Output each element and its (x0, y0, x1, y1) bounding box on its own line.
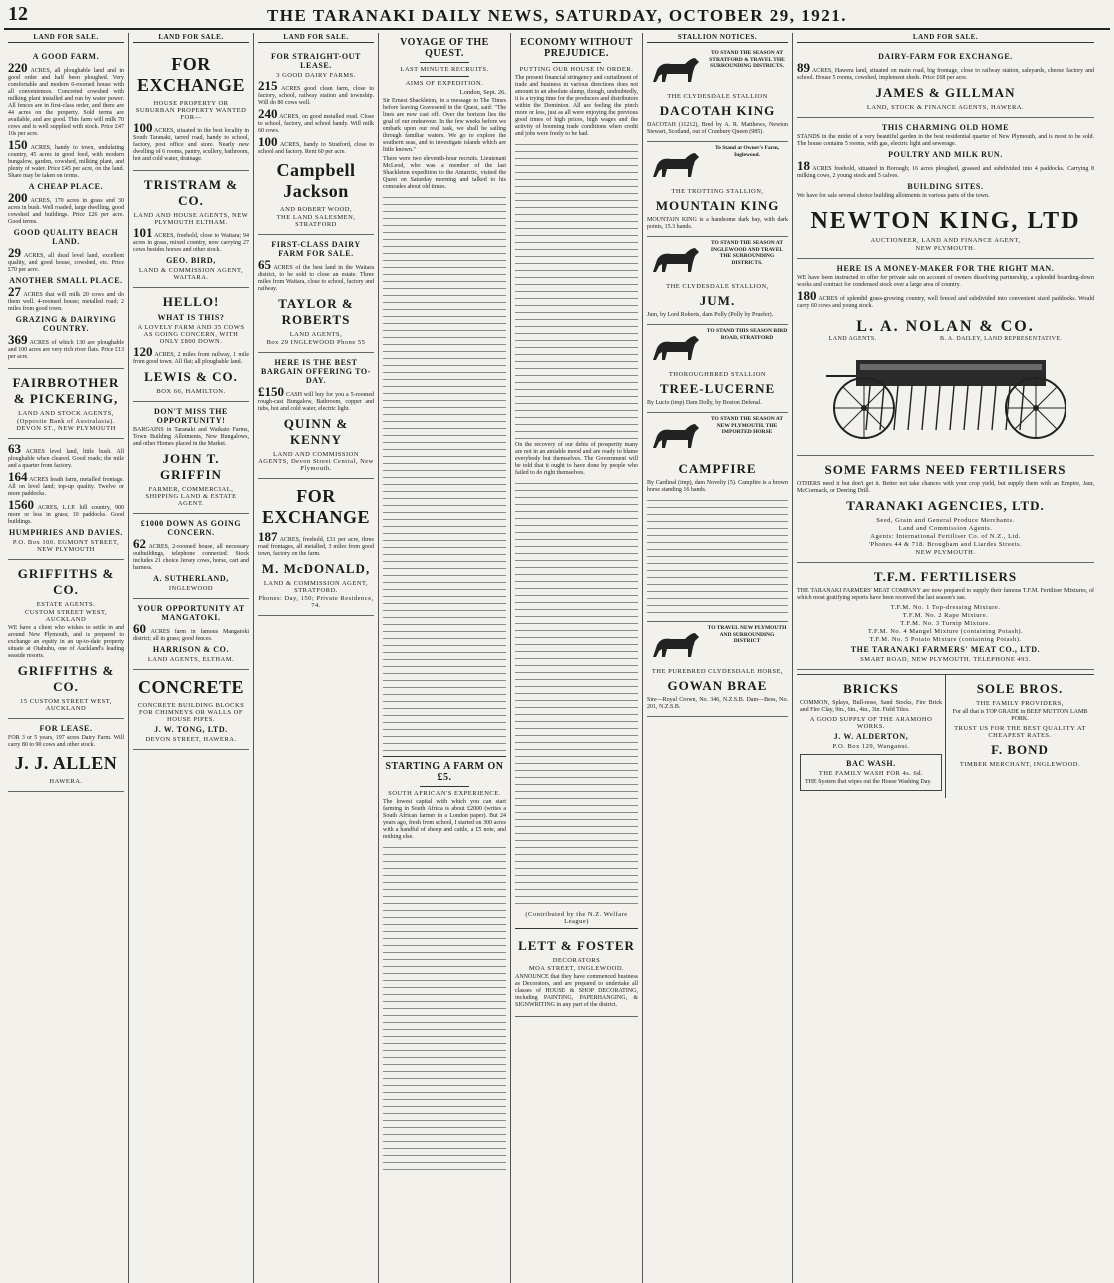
stallion-mountain-king (647, 142, 788, 237)
farm-ad-acres: 369 (8, 332, 28, 347)
lett-place: MOA STREET, INGLEWOOD. (528, 965, 625, 972)
article-body-2: There were two eleventh-hour recruits. Lieutenant McLeod, who was a member of the last Shackleton expedition to the Antarctic, visited the Quest on Saturday morning and talked to his comrades about old times. (383, 156, 506, 190)
farm-ad-body: 164 ACRES heath farm, metalled frontage. All on level land; top-up quality. Twelve or more paddocks. (8, 469, 124, 497)
griffiths-name: GRIFFITHS & CO. (17, 566, 115, 597)
down-body: 62 ACRES, 2-roomed house, all necessary outbuildings, telephone connected. Stock includes 21 choice Jersey cows, horse, cart and harness. (133, 536, 250, 571)
fert-title: SOME FARMS NEED FERTILISERS (824, 462, 1067, 477)
article-body-filler-2 (515, 479, 638, 909)
stallion-name: GOWAN BRAE (667, 678, 768, 693)
lease-ad-acres: 100 (258, 134, 278, 149)
nolan-name: L. A. NOLAN & CO. (856, 318, 1035, 335)
tfm-body: THE TARANAKI FARMERS' MEAT COMPANY are now prepared to supply their famous T.F.M. Fertiliser Mixtures, of which most gratifying reports have been received the last season's use. (797, 588, 1094, 601)
bargain-body: £150 CASH will buy for you a 5-roomed rough-cast Bungalow, Bathroom, copper and tubs, hot and cold water, electric light. (258, 384, 374, 412)
taylor-place: Box 29 INGLEWOOD Phone 55 (266, 339, 366, 346)
seed-drill-illustration (826, 346, 1066, 446)
campbell-place: THE LAND SALESMEN, STRATFORD (276, 214, 356, 228)
stallion-name: MOUNTAIN KING (655, 198, 780, 213)
stallion-location: TO STAND THE SEASON AT NEW PLYMOUTH. THE IMPORTED HORSE (710, 416, 784, 435)
farm-ad-title: GOOD QUALITY BEACH LAND. (13, 228, 119, 246)
bargain-title: HERE IS THE BEST BARGAIN OFFERING TO-DAY. (261, 358, 371, 385)
firstclass-ad (258, 235, 374, 353)
lease-title: FOR STRAIGHT-OUT LEASE. (271, 52, 361, 70)
bac-title: BAC WASH. (846, 759, 896, 768)
farm-ad-body: 1560 ACRES, L.I.P. hill country, 900 more or less in grass; 10 paddocks. Good buildings. (8, 497, 124, 525)
sole-body: For all that is TOP GRADE in BEEF MUTTON LAMB PORK. (952, 709, 1088, 722)
bac-sub: THE FAMILY WASH FOR 4s. 6d. (818, 770, 924, 777)
sites-title: BUILDING SITES. (907, 182, 984, 191)
agencies-sub3: Agents: International Fertiliser Co. of N.Z., Ltd. (870, 533, 1021, 540)
stallion-body: MOUNTAIN KING is a handsome dark bay, with dark points, 15.3 hands. (647, 217, 788, 230)
stallion-body: By Lucio (imp) Dam Dolly, by Boston Defenal. (647, 400, 762, 406)
bricks-address: P.O. Box 129, Wanganui. (832, 743, 910, 750)
column-5 (511, 33, 643, 1283)
farm-ad-list (8, 47, 124, 369)
article-body-filler (515, 140, 638, 440)
agents-sub: P.O. Box 100. EGMONT STREET, NEW PLYMOUTH (12, 539, 120, 553)
farm-ad-acres: 164 (8, 469, 28, 484)
stallion-type: THE CLYDESDALE STALLION, (666, 283, 769, 290)
hello-ad (133, 288, 249, 402)
griffiths-place: CUSTOM STREET WEST, AUCKLAND (24, 609, 108, 623)
allen-sub: HAWERA. (49, 778, 83, 785)
column-3 (254, 33, 379, 1283)
nolan-left: LAND AGENTS. (828, 336, 877, 342)
farm-ad-acres: 200 (8, 190, 28, 205)
bricks-body: COMMON, Splays, Bull-nose, Sand Stocks, Fire Brick and Fire Clay, 9in., 6in., 4in., 3in. Field Tiles. (800, 700, 942, 713)
article-body: Sir Ernest Shackleton, in a message to The Times before leaving Gravesend in the Quest, said: "The lines are now cast off. Over the horizon lies the goal of our endeavour. In the few weeks before we embark upon our real task, we shall be sailing through familiar waters. We go to explore the southern seas, and to investigate islands which are little known." (383, 98, 506, 153)
bird-sub: LAND & COMMISSION AGENT, WAITARA. (138, 267, 244, 281)
stallion-name: JUM. (699, 293, 736, 308)
stallion-name: CAMPFIRE (678, 461, 757, 476)
agencies-phone: 'Phones 44 & 718. Brougham and Liardes Streets. (868, 541, 1023, 548)
lease-ad-acres: 240 (258, 106, 278, 121)
article-credit: (Contributed by the N.Z. Welfare League) (525, 911, 628, 925)
concrete-ad (133, 670, 249, 750)
mangatoki-body: 60 ACRES farm in famous Mangatoki district; all in grass; good fences. (133, 621, 249, 642)
lease-ad-body: 240 ACRES, on good metalled road. Close to school, factory, and school handy. Will milk 60 cows. (258, 106, 374, 134)
firm-name: FAIRBROTHER & PICKERING, (12, 375, 120, 406)
mangatoki-title: YOUR OPPORTUNITY AT MANGATOKI. (137, 604, 245, 622)
mcdonald-phone: Phones: Day, 150; Private Residence, 74. (258, 595, 374, 609)
taylor-name: TAYLOR & ROBERTS (278, 296, 354, 327)
poultry-body: 18 ACRES freehold, situated in Borough; 16 acres ploughed, grassed and subdivided into 4 paddocks. Carrying 8 milking cows, 2 young stock and 5 calves. (797, 158, 1094, 179)
farm-ad-body: 220 ACRES, all ploughable land and in good order and half been ploughed. Very comfortable and modern 6-roomed house with all conveniences. Concreted cowshed with milking plant installed and run by water power. All fences are in first-class order, and there are 44 acres on the property. Sold terms are available, and are good. This farm will milk 70 cows and is well supplied with stock. Price £47 10s per acre. (8, 60, 124, 137)
farm-ad-body: 27 ACRES that will milk 20 cows and do them well. 4-roomed house; metalled road; 2 miles from good town. (8, 284, 124, 312)
money-maker-ad (797, 259, 1094, 456)
tong-sub: DEVON STREET, HAWERA. (145, 736, 237, 743)
lewis-sub: BOX 66, HAMILTON. (156, 388, 226, 395)
james-name: JAMES & GILLMAN (875, 85, 1016, 100)
whatis-body: A LOVELY FARM AND 35 COWS AS GOING CONCERN, WITH ONLY £800 DOWN. (137, 324, 245, 345)
farm-ad-body: 29 ACRES, all dead level land, excellent quality, and good house, cowshed, etc. Price £70 per acre. (8, 245, 124, 273)
fert-body: OTHERS need it but don't get it. Better not take chances with your crop yield, but supply them with an Empire, Jaur, McCormack, or Deering Drill. (797, 481, 1094, 494)
straight-lease-ad (258, 47, 374, 235)
mcdonald-name: M. McDONALD, (261, 561, 371, 576)
lett-body: ANNOUNCE that they have commenced business as Decorators, and are prepared to undertake all classes of HOUSE & SHOP DECORATING, including PAINTING, PAPERHANGING, & SIGNWRITING in any part of the district. (515, 974, 638, 1008)
tfm-item: T.F.M. No. 1 Top-dressing Mixture. (890, 604, 1001, 611)
horse-illustration (647, 418, 703, 456)
article-body-2: On the recovery of our debts of prosperity many are not in an amiable mood and are ready to blame everybody but themselves. The Government will be told that it ought to have done by people who failed to do right themselves. (515, 442, 638, 476)
money-body-2: 180 ACRES of splendid grass-growing country, well fenced and subdivided into convenient sized paddocks. Would carry 60 cows and young stock. (797, 288, 1094, 309)
dairy-exchange-ad (797, 47, 1094, 118)
exchange-title: FOR EXCHANGE (136, 54, 245, 95)
farm-ad-acres: 29 (8, 245, 21, 260)
farm-ad-body: 63 ACRES level land, little bush. All ploughable when cleared. Good roads; the mile and a quarter from factory. (8, 441, 124, 469)
horse-illustration (647, 330, 703, 368)
bottom-ads (797, 674, 1094, 798)
farm-ad-title: GRAZING & DAIRYING COUNTRY. (15, 315, 117, 333)
griffin-name: JOHN T. GRIFFIN (160, 451, 222, 482)
article-subtitle: LAST MINUTE RECRUITS. (400, 66, 489, 73)
stallion-name: DACOTAH KING (659, 103, 776, 118)
column-4 (379, 33, 511, 1283)
agents-name: HUMPHRIES AND DAVIES. (8, 528, 124, 537)
agencies-name: TARANAKI AGENCIES, LTD. (846, 498, 1045, 513)
article-title: ECONOMY WITHOUT PREJUDICE. (520, 37, 633, 59)
griffiths-body: WE have a client who wishes to settle in and around New Plymouth, and is prepared to exchange an equity in an up-to-date property situate at Otahuhu, one of Auckland's leading seaside resorts. (8, 625, 124, 659)
sutherland-sub: INGLEWOOD (168, 585, 214, 592)
lett-sub: DECORATORS (552, 957, 601, 964)
page-number: 12 (8, 3, 28, 25)
newton-sub: AUCTIONEER, LAND AND FINANCE AGENT, (870, 237, 1021, 244)
lease-sub: 3 GOOD DAIRY FARMS. (276, 72, 356, 79)
stallion-body: DACOTAH (11212), Bred by A. R. Matthews, Newton Stewart, Scotland, out of Cranbury Queen (985). (647, 122, 788, 135)
sutherland-name: A. SUTHERLAND, (153, 574, 229, 583)
taylor-sub: LAND AGENTS, (289, 331, 343, 338)
stallion-campfire (647, 413, 788, 622)
agencies-sub2: Land and Commission Agents. (898, 525, 993, 532)
horse-illustration (647, 242, 703, 280)
exchange-sub: HOUSE PROPERTY OR SUBURBAN PROPERTY WANTED FOR— (135, 100, 247, 121)
whatis-body2: 120 ACRES, 2 miles from railway, 1 mile from good town. All flat; all ploughable land. (133, 344, 249, 365)
dairy-body: 89 ACRES, Hawera land, situated on main road, big frontage, close to railway station, saleyards, cheese factory and school. House 5 rooms, cowshed, implement sheds. Price £68 per acre. (797, 60, 1095, 81)
humphries-ad (8, 439, 124, 560)
sole-sub: THE FAMILY PROVIDERS, (976, 700, 1064, 707)
bond-sub: TIMBER MERCHANT, INGLEWOOD. (959, 761, 1081, 768)
lease-title: FOR LEASE. (39, 724, 93, 733)
dont-title: DON'T MISS THE OPPORTUNITY! (154, 407, 228, 425)
agencies-place: NEW PLYMOUTH. (915, 549, 976, 556)
farm-ad-acres: 150 (8, 137, 28, 152)
stallion-body: Jum, by Lord Roberts, dam Polly (Polly by Pruefer). (647, 312, 774, 318)
tfm-company: THE TARANAKI FARMERS' MEAT CO., LTD. (850, 645, 1041, 654)
lett-foster-ad (515, 932, 638, 1017)
stallion-location: TO STAND THE SEASON AT STRATFORD & TRAVEL THE SURROUNDING DISTRICTS. (709, 50, 785, 69)
lewis-name: LEWIS & CO. (144, 369, 238, 384)
article-title: VOYAGE OF THE QUEST. (400, 37, 489, 59)
horse-illustration (647, 627, 703, 665)
starting-title: STARTING A FARM ON £5. (385, 761, 504, 783)
lease-ad (8, 719, 124, 792)
horse-illustration (647, 147, 703, 185)
charming-body: STANDS in the midst of a very beautiful garden in the best residential quarter of New Plymouth, and is most to be sold. The house contains 5 rooms, with gas, electric light and sewerage. (797, 134, 1094, 147)
column-header: LAND FOR SALE. (133, 33, 249, 43)
masthead (4, 4, 1110, 30)
exchange-body: 100 ACRES, situated in the best locality in South Taranaki, tarred road, handy to school, factory, post office and store. Nearly new dwelling of 6 rooms, pantry, scullery, bathroom, hot and cold water, drainage. (133, 120, 249, 162)
farm-ad-body: 150 ACRES, handy to town, undulating country, 45 acres in good feed, with modern bungalow, garden, cowshed, milking plant, and plenty of water. Price £45 per acre, on the land. Share may be taken on terms. (8, 137, 124, 179)
bond-title: F. BOND (991, 742, 1049, 757)
dateline: London, Sept. 26. (459, 89, 506, 96)
stallion-type: THOROUGHBRED STALLION (668, 371, 767, 378)
charming-home-ad (797, 118, 1094, 259)
exchange-ad (133, 47, 249, 171)
lease-ad-body: 215 ACRES good clean farm, close to factory, school, railway station and township. Will do 80 cows well. (258, 78, 374, 106)
down-title: £1000 DOWN AS GOING CONCERN. (140, 519, 242, 537)
farm-ad-title: A GOOD FARM. (32, 52, 100, 61)
column-header: LAND FOR SALE. (258, 33, 374, 43)
charming-title: THIS CHARMING OLD HOME (881, 123, 1010, 132)
concrete-title: CONCRETE (137, 677, 244, 697)
column-2 (129, 33, 254, 1283)
stallion-location: TO STAND THIS SEASON BIRD ROAD, STRATFORD (706, 328, 788, 341)
dont-body: BARGAINS in Taranaki and Waikato Farms, Town Building Allotments, New Bungalows, and other Homes placed in the Market. (133, 427, 249, 447)
newton-king-name: NEWTON KING, LTD (810, 208, 1081, 234)
stallion-body-filler (647, 496, 788, 616)
griffiths2-place: 15 CUSTOM STREET WEST, AUCKLAND (20, 698, 112, 712)
tfm-item: T.F.M. No. 4 Mangel Mixture (containing Potash). (867, 628, 1024, 635)
stallion-location: TO STAND THE SEASON AT INGLEWOOD AND TRAVEL THE SURROUNDING DISTRICTS. (710, 240, 784, 266)
article-body: The present financial stringency and curtailment of trade and business in various directions does not amount to an absolute slump, though, undoubtedly, it is a trying time for the producers and distributors within the Dominion. All are feeling the pinch more or less, just as all were enjoying the previous good times of high prices, high wages and the activity of booming trade conditions when credit and jobs were freely to be had. (515, 75, 638, 137)
sole-tag: TRUST US FOR THE BEST QUALITY AT CHEAPEST RATES. (954, 725, 1086, 739)
stallion-type: THE CLYDESDALE STALLION (667, 93, 768, 100)
bird-name: GEO. BIRD, (166, 256, 216, 265)
firstclass-title: FIRST-CLASS DAIRY FARM FOR SALE. (271, 240, 361, 258)
horse-illustration (647, 52, 703, 90)
tfm-ad (797, 563, 1094, 670)
concrete-sub: CONCRETE BUILDING BLOCKS FOR CHIMNEYS OR WALLS OF HOUSE PIPES. (137, 702, 245, 723)
column-1 (4, 33, 129, 1283)
tfm-address: SMART ROAD, NEW PLYMOUTH. TELEPHONE 493. (860, 656, 1031, 663)
tristram-name: TRISTRAM & CO. (143, 177, 239, 208)
griffin-sub: FARMER, COMMERCIAL, SHIPPING LAND & ESTATE AGENT. (145, 486, 237, 507)
quinn-name: QUINN & KENNY (283, 416, 349, 447)
tristram-body: 101 ACRES, freehold, close to Waitara; 94 acres in grass, mixed country, now carrying 27 cows besides horses and other stock. (133, 225, 249, 253)
exchange-title: FOR EXCHANGE (261, 486, 370, 527)
stallion-jum (647, 237, 788, 325)
sole-title: SOLE BROS. (976, 681, 1064, 696)
bargain-ad (258, 353, 374, 479)
tfm-item: T.F.M. No. 5 Potato Mixture (containing Potash). (869, 636, 1022, 643)
article-subtitle-2: AIMS OF EXPEDITION. (405, 80, 484, 87)
farm-ad-acres: 63 (8, 441, 21, 456)
agencies-sub: Seed, Grain and General Produce Merchants. (876, 517, 1015, 524)
stallion-body: Sire—Royal Crown, No. 346, N.Z.S.B. Dam—Bess, No. 201, N.Z.S.B. (647, 697, 788, 710)
campbell-name: Campbell Jackson (276, 160, 356, 201)
quinn-sub: LAND AND COMMISSION AGENTS, Devon Street Central, New Plymouth. (258, 451, 374, 472)
stallion-name: TREE-LUCERNE (659, 381, 776, 396)
money-title: HERE IS A MONEY-MAKER FOR THE RIGHT MAN. (836, 264, 1055, 273)
poultry-title: POULTRY AND MILK RUN. (888, 150, 1003, 159)
stallion-location: To Stand at Owner's Farm, Inglewood. (714, 145, 780, 158)
hello-title: HELLO! (162, 294, 220, 309)
tong-name: J. W. TONG, LTD. (154, 725, 228, 734)
tfm-item: T.F.M. No. 2 Rape Mixture. (902, 612, 989, 619)
harrison-name: HARRISON & CO. (152, 645, 230, 654)
james-sub: LAND, STOCK & FINANCE AGENTS, HAWERA. (866, 104, 1025, 111)
fairbrother-ad (8, 369, 124, 439)
bac-body: THE System that wipes out the House Washing Day. (805, 779, 932, 785)
bricks-title: BRICKS (843, 681, 899, 696)
tfm-item: T.F.M. No. 3 Turnip Mixture. (900, 620, 991, 627)
lease-ad-body: 100 ACRES, handy to Stratford, close to school and factory. Rent 60 per acre. (258, 134, 374, 155)
farm-ad-acres: 27 (8, 284, 21, 299)
stallion-tree-lucerne (647, 325, 788, 413)
lease-ad-acres: 215 (258, 78, 278, 93)
nolan-right: B. A. DAILEY, LAND REPRESENTATIVE. (939, 336, 1063, 342)
exchange2-ad (258, 479, 374, 616)
column-7 (793, 33, 1098, 1283)
starting-sub: SOUTH AFRICAN'S EXPERIENCE. (388, 790, 501, 797)
bricks-company: J. W. ALDERTON, (833, 732, 909, 741)
griffiths2-name: GRIFFITHS & CO. (17, 663, 115, 694)
harrison-sub: LAND AGENTS, ELTHAM. (147, 656, 235, 663)
mcdonald-sub: LAND & COMMISSION AGENT, STRATFORD. (263, 580, 369, 594)
starting-body: The lowest capital with which you can start farming in South Africa is about £2000 (writes a South African farmer in a London paper). But 24 years ago, fresh from school, I started on 300 acres with a handful of sheep and cattle, a £5 note, and nothing else. (383, 799, 506, 840)
tristram-sub: LAND AND HOUSE AGENTS, NEW PLYMOUTH ELTHAM. (133, 212, 249, 226)
starting-body-filler (383, 843, 506, 1173)
firm-sub: LAND AND STOCK AGENTS, (18, 410, 114, 417)
newton-place: NEW PLYMOUTH. (915, 245, 976, 252)
tfm-title: T.F.M. FERTILISERS (873, 569, 1018, 584)
griffin-ad (133, 402, 249, 514)
firstclass-body: 65 ACRES of the best land in the Waitara district, to be sold to close an estate. Three miles from Waitara, close to school, factory and railway. (258, 257, 374, 292)
lease-body: FOR 3 or 5 years, 197 acres Dairy Farm. Will carry 80 to 90 cows and other stock. (8, 735, 124, 748)
exchange-body: 187 ACRES, freehold, £31 per acre, three road frontages, all metalled, 3 miles from good town, factory on the farm. (258, 529, 374, 557)
griffiths-ad (8, 560, 124, 719)
money-body: WE have been instructed to offer for private sale on account of owners dissolving partnership, a splendid boarding-down works and contract for condensed stock over a large area of country. (797, 275, 1094, 288)
stallion-dacotah (647, 47, 788, 142)
bricks-sub: A GOOD SUPPLY OF THE ARAMOHO WORKS. (809, 716, 933, 730)
lett-name: LETT & FOSTER (518, 938, 635, 953)
sites-body: We have for sale several choice building allotments in various parts of the town. (797, 193, 990, 199)
tristram-ad (133, 171, 249, 288)
column-header: STALLION NOTICES. (647, 33, 788, 43)
stallion-type: THE TROTTING STALLION, (671, 188, 764, 195)
stallion-location: TO TRAVEL NEW PLYMOUTH AND SURROUNDING DISTRICT (707, 625, 787, 644)
sole-bros-ad (946, 675, 1094, 798)
bricks-ad (797, 675, 946, 798)
stallion-body: By Cardinal (imp), dam Novelty (5). Campfire is a brown horse standing 16 hands. (647, 480, 788, 493)
article-subtitle: PUTTING OUR HOUSE IN ORDER. (519, 66, 634, 73)
mangatoki-ad (133, 599, 249, 670)
farm-ad-body: 200 ACRES, 170 acres in grass and 30 acres in bush. Well roaded, large dwelling, good cowshed and buildings. Price £26 per acre. Good terms. (8, 190, 124, 225)
newspaper-title: THE TARANAKI DAILY NEWS, SATURDAY, OCTOBER 29, 1921. (266, 6, 848, 25)
farm-ad-title: A CHEAP PLACE. (28, 182, 104, 191)
column-header: LAND FOR SALE. (8, 33, 124, 43)
column-6 (643, 33, 793, 1283)
stallion-type: THE PUREBRED CLYDESDALE HORSE, (651, 668, 784, 675)
column-header: LAND FOR SALE. (797, 33, 1094, 43)
stallion-gowan-brae (647, 622, 788, 717)
down-ad (133, 514, 249, 599)
dairy-title: DAIRY-FARM FOR EXCHANGE. (878, 52, 1013, 61)
allen-name: J. J. ALLEN (14, 753, 118, 773)
campbell-sub: AND ROBERT WOOD, (279, 206, 353, 213)
fertiliser-ad (797, 456, 1094, 563)
farm-ad-body: 369 ACRES of which 130 are ploughable and 100 acres are very rich river flats. Price £13 per acre. (8, 332, 124, 360)
whatis-title: WHAT IS THIS? (157, 313, 225, 322)
farm-ad-acres: 220 (8, 60, 28, 75)
firm-place: (Opposite Bank of Australasia). DEVON ST., NEW PLYMOUTH (16, 418, 116, 432)
farm-ad-title: ANOTHER SMALL PLACE. (9, 276, 123, 285)
farm-ad-acres: 1560 (8, 497, 34, 512)
article-body-filler (383, 193, 506, 753)
griffiths-sub: ESTATE AGENTS. (36, 601, 96, 608)
